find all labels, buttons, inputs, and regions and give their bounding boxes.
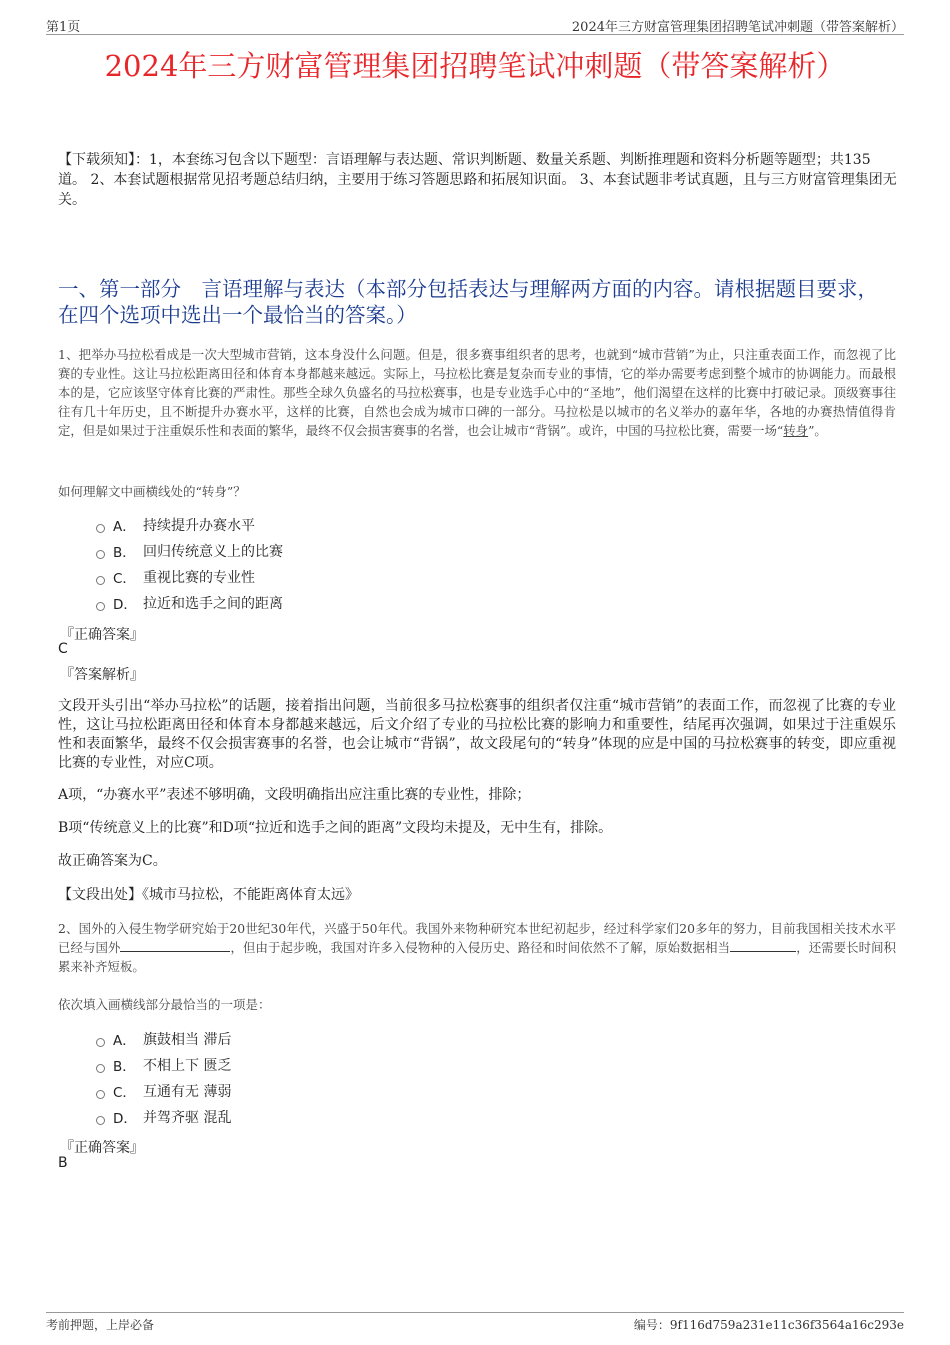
question-2-passage: 2、国外的入侵生物学研究始于20世纪30年代，兴盛于50年代。我国外来物种研究本世纪初起步，经过科学家们20多年的努力，目前我国相关技术水平已经与国外 ，但由于起步晚，我国对许多入侵物种的入侵历史、路径和时间依然不了解，原始数据相当 ，还需要长时间积累来补齐短板。 xyxy=(58,921,897,974)
answer-value: B xyxy=(58,1155,68,1171)
footer-slogan: 考前押题，上岸必备 xyxy=(46,1318,155,1332)
section-title: 一、第一部分 言语理解与表达（本部分包括表达与理解两方面的内容。请根据题目要求，在四个选项中选出一个最恰当的答案。） xyxy=(58,277,878,327)
header-doc-title: 2024年三方财富管理集团招聘笔试冲刺题（带答案解析） xyxy=(571,20,904,35)
question-2-options xyxy=(96,1026,231,1130)
option-b[interactable]: B． 不相上下 匮乏 xyxy=(96,1052,231,1078)
radio-icon[interactable] xyxy=(96,1038,105,1047)
underlined-term: 转身 xyxy=(783,423,809,438)
option-d[interactable]: D． 并驾齐驱 混乱 xyxy=(96,1104,231,1130)
radio-icon[interactable] xyxy=(96,1064,105,1073)
analysis-paragraph: 故正确答案为C。 xyxy=(58,853,167,869)
option-a[interactable]: A． 旗鼓相当 滞后 xyxy=(96,1026,231,1052)
source-note: 【文段出处】《城市马拉松，不能距离体育太远》 xyxy=(58,887,359,903)
analysis-paragraph: B项“传统意义上的比赛”和D项“拉近和选手之间的距离”文段均未提及，无中生有，排除。 xyxy=(58,820,613,836)
fill-blank xyxy=(120,939,230,952)
question-2-prompt: 依次填入画横线部分最恰当的一项是： xyxy=(58,997,271,1012)
answer-label: 『正确答案』 xyxy=(60,1140,144,1156)
question-1-prompt: 如何理解文中画横线处的“转身”？ xyxy=(58,484,246,499)
answer-label: 『正确答案』 xyxy=(60,627,144,643)
option-c[interactable]: C． 互通有无 薄弱 xyxy=(96,1078,231,1104)
document-title: 2024年三方财富管理集团招聘笔试冲刺题（带答案解析） xyxy=(104,49,846,83)
radio-icon[interactable] xyxy=(96,576,105,585)
page-footer xyxy=(46,1312,904,1335)
radio-icon[interactable] xyxy=(96,602,105,611)
analysis-paragraph: A项，“办赛水平”表述不够明确，文段明确指出应注重比赛的专业性，排除； xyxy=(58,787,531,803)
page-number: 第1页 xyxy=(46,20,81,35)
document-id: 编号：9f116d759a231e11c36f3564a16c293e xyxy=(633,1318,904,1332)
download-notice: 【下载须知】：1，本套练习包含以下题型：言语理解与表达题、常识判断题、数量关系题、判断推理题和资料分析题等题型；共135道。 2、本套试题根据常见招考题总结归纳，主要用于练习答题思路和拓展知识面。 3、本套试题非考试真题，且与三方财富管理集团无关。 xyxy=(58,152,897,208)
fill-blank xyxy=(730,939,796,952)
answer-value: C xyxy=(58,641,68,657)
question-1-passage: 1、把举办马拉松看成是一次大型城市营销，这本身没什么问题。但是，很多赛事组织者的思考，也就到“城市营销”为止，只注重表面工作，而忽视了比赛的专业性。这让马拉松距离田径和体育本身都越来越远。实际上，马拉松比赛是复杂而专业的事情，它的举办需要考虑到整个城市的协调能力。而最根本的是，它应该坚守体育比赛的严肃性。那些全球久负盛名的马拉松赛事，也是专业选手心中的“圣地”，他们渴望在这样的比赛中打破记录。顶级赛事往往有几十年历史，且不断提升办赛水平，这样的比赛，自然也会成为城市口碑的一部分。马拉松是以城市的名义举办的嘉年华，各地的办赛热情值得肯定，但是如果过于注重娱乐性和表面的繁华，最终不仅会损害赛事的名誉，也会让城市“背锅”。或许，中国的马拉松比赛，需要一场“转身”。 xyxy=(58,347,896,438)
radio-icon[interactable] xyxy=(96,550,105,559)
analysis-paragraph: 文段开头引出“举办马拉松”的话题，接着指出问题，当前很多马拉松赛事的组织者仅注重“城市营销”的表面工作，而忽视了比赛的专业性，这让马拉松距离田径和体育本身都越来越远，后文介绍了专业的马拉松比赛的影响力和重要性，结尾再次强调，如果过于注重娱乐性和表面繁华，最终不仅会损害赛事的名誉，也会让城市“背锅”，故文段尾句的“转身”体现的应是中国的马拉松赛事的转变，即应重视比赛的专业性，对应C项。 xyxy=(58,698,896,771)
option-b[interactable]: B． 回归传统意义上的比赛 xyxy=(96,538,283,564)
question-1-options xyxy=(96,512,283,616)
radio-icon[interactable] xyxy=(96,1116,105,1125)
option-d[interactable]: D． 拉近和选手之间的距离 xyxy=(96,590,283,616)
radio-icon[interactable] xyxy=(96,1090,105,1099)
page-header xyxy=(46,14,904,35)
option-c[interactable]: C． 重视比赛的专业性 xyxy=(96,564,283,590)
option-a[interactable]: A． 持续提升办赛水平 xyxy=(96,512,283,538)
analysis-label: 『答案解析』 xyxy=(60,667,144,683)
radio-icon[interactable] xyxy=(96,524,105,533)
